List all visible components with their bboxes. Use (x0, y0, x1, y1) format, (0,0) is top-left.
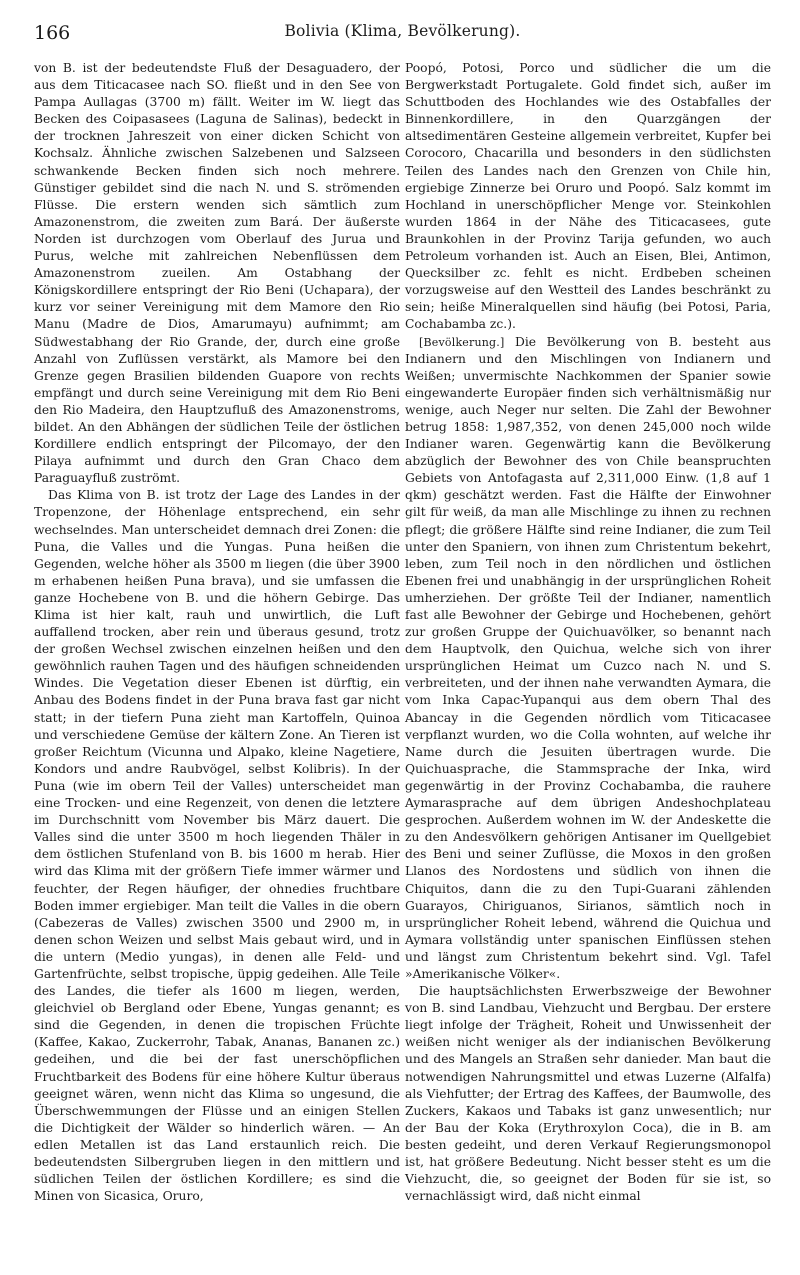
running-head: Bolivia (Klima, Bevölkerung). (284, 22, 521, 40)
paragraph-population-text: Die Bevölkerung von B. besteht aus Indianern und den Mischlingen von Indianern und Weißen; unvermischte Nachkommen der Spanier sowie eingewanderte Europäer finden sich verhältnismäßig nur wenige, auch Neger nur selten. Die Zahl der Bewohner betrug 1858: 1,987,352, von denen 245,000 noch wilde Indianer waren. Gegenwärtig kann die Bevölkerung abzüglich der Bewohner des von Chile beanspruchten Gebiets von Antofagasta auf 2,311,000 Einw. (1,8 auf 1 qkm) geschätzt werden. Fast die Hälfte der Einwohner gilt für weiß, da man alle Mischlinge zu ihnen zu rechnen pflegt; die größere Hälfte sind reine Indianer, die zum Teil unter den Spaniern, von ihnen zum Christentum bekehrt, leben, zum Teil noch in den nördlichen und östlichen Ebenen frei und unabhängig in der ursprünglichen Roheit umherziehen. Der größte Teil der Indianer, namentlich fast alle Bewohner der Gebirge und Hochebenen, gehört zur großen Gruppe der Quichuavölker, so benannt nach dem Hauptvolk, den Quichua, welche sich von ihrer ursprünglichen Heimat um Cuzco nach N. und S. verbreiteten, und der ihnen nahe verwandten Aymara, die vom Inka Capac-Yupanqui aus dem obern Thal des Abancay in die Gegenden nördlich vom Titicacasee verpflanzt wurden, wo die Colla wohnten, auf welche ihr Name durch die Jesuiten übertragen wurde. Die Quichuasprache, die Stammsprache der Inka, wird gegenwärtig in der Provinz Cochabamba, die rauhere Aymarasprache auf dem übrigen Andeshochplateau gesprochen. Außerdem wohnen im W. der Andeskette die zu den Andesvölkern gehörigen Antisaner im Quellgebiet des Beni und seiner Zuflüsse, die Moxos in den großen Llanos des Nordostens und südlich von ihnen die Chiquitos, dann die zu den Tupi-Guarani zählenden Guarayos, Chiriguanos, Sirianos, sämtlich noch in ursprünglicher Roheit lebend, während die Quichua und Aymara vollständig unter spanischen Einflüssen stehen und längst zum Christentum bekehrt sind. Vgl. Tafel »Amerikanische Völker«. (405, 334, 771, 981)
left-column (34, 60, 400, 1205)
page-number: 166 (34, 22, 71, 44)
paragraph-economy: Die hauptsächlichsten Erwerbszweige der Bewohner von B. sind Landbau, Viehzucht und Bergbau. Der erstere liegt infolge der Trägheit, Roheit und Unwissenheit der weißen nicht weniger als der indianischen Bevölkerung und des Mangels an Straßen sehr danieder. Man baut die notwendigen Nahrungsmittel und etwas Luzerne (Alfalfa) als Viehfutter; der Ertrag des Kaffees, der Baumwolle, des Zuckers, Kakaos und Tabaks ist ganz unwesentlich; nur der Bau der Koka (Erythroxylon Coca), die in B. am besten gedeiht, und deren Verkauf Regierungsmonopol ist, hat größere Bedeutung. Nicht besser steht es um die Viehzucht, die, so geeignet der Boden für sie ist, so vernachlässigt wird, daß nicht einmal (405, 984, 771, 1204)
right-column (405, 60, 771, 1205)
page-header (34, 22, 771, 60)
text-columns (34, 60, 771, 1205)
section-marker-population: [Bevölkerung.] (419, 335, 505, 349)
paragraph-minerals: Poopó, Potosi, Porco und südlicher die um die Bergwerkstadt Portugalete. Gold findet sich, außer im Schuttboden des Hochlandes wie des Ostabfalles der Binnenkordillere, in den Quarzgängen der altsedimentären Gesteine allgemein verbreitet, Kupfer bei Corocoro, Chacarilla und besonders in den südlichsten Teilen des Landes nach den Grenzen von Chile hin, ergiebige Zinnerze bei Oruro und Poopó. Salz kommt im Hochland in unerschöpflicher Menge vor. Steinkohlen wurden 1864 in der Nähe des Titicacasees, gute Braunkohlen in der Provinz Tarija gefunden, wo auch Petroleum vorhanden ist. Auch an Eisen, Blei, Antimon, Quecksilber zc. fehlt es nicht. Erdbeben scheinen vorzugsweise auf den Westteil des Landes beschränkt zu sein; heiße Mineralquellen sind häufig (bei Potosi, Paria, Cochabamba zc.). (405, 61, 771, 332)
paragraph-population (405, 334, 771, 984)
paragraph-rivers: von B. ist der bedeutendste Fluß der Desaguadero, der aus dem Titicacasee nach SO. fließt und in den See von Pampa Aullagas (3700 m) fällt. Weiter im W. liegt das Becken des Coipasasees (Laguna de Salinas), bedeckt in der trocknen Jahreszeit von einer dicken Schicht von Kochsalz. Ähnliche zwischen Salzebenen und Salzseen schwankende Becken finden sich noch mehrere. Günstiger gebildet sind die nach N. und S. strömenden Flüsse. Die erstern wenden sich sämtlich zum Amazonenstrom, die zweiten zum Bará. Der äußerste Norden ist durchzogen vom Oberlauf des Jurua und Purus, welche mit zahlreichen Nebenflüssen dem Amazonenstrom zueilen. Am Ostabhang der Königskordillere entspringt der Rio Beni (Uchapara), der kurz vor seiner Vereinigung mit dem Mamore den Rio Manu (Madre de Dios, Amarumayu) aufnimmt; am Südwestabhang der Rio Grande, der, durch eine große Anzahl von Zuflüssen verstärkt, als Mamore bei den Grenze gegen Brasilien bildenden Guapore von rechts empfängt und durch seine Vereinigung mit dem Rio Beni den Rio Madeira, den Hauptzufluß des Amazonenstroms, bildet. An den Abhängen der südlichen Teile der östlichen Kordillere endlich entspringt der Pilcomayo, der den Pilaya aufnimmt und durch den Gran Chaco dem Paraguayfluß zuströmt. (34, 61, 400, 486)
paragraph-climate: Das Klima von B. ist trotz der Lage des Landes in der Tropenzone, der Höhenlage entsprechend, ein sehr wechselndes. Man unterscheidet demnach drei Zonen: die Puna, die Valles und die Yungas. Puna heißen die Gegenden, welche höher als 3500 m liegen (die über 3900 m erhabenen heißen Puna brava), und sie umfassen die ganze Hochebene von B. und die höhern Gebirge. Das Klima ist hier kalt, rauh und unwirtlich, die Luft auffallend trocken, aber rein und überaus gesund, trotz der großen Wechsel zwischen einzelnen heißen und den gewöhnlich rauhen Tagen und des häufigen schneidenden Windes. Die Vegetation dieser Ebenen ist dürftig, ein Anbau des Bodens findet in der Puna brava fast gar nicht statt; in der tiefern Puna zieht man Kartoffeln, Quinoa und verschiedene Gemüse der kältern Zone. An Tieren ist großer Reichtum (Vicunna und Alpako, kleine Nagetiere, Kondors und andre Raubvögel, selbst Kolibris). In der Puna (wie im obern Teil der Valles) unterscheidet man eine Trocken- und eine Regenzeit, von denen die letztere im Durchschnitt vom November bis März dauert. Die Valles sind die unter 3500 m hoch liegenden Thäler in dem östlichen Stufenland von B. bis 1600 m herab. Hier wird das Klima mit der größern Tiefe immer wärmer und feuchter, der Regen häufiger, der ohnedies fruchtbare Boden immer ergiebiger. Man teilt die Valles in die obern (Cabezeras de Valles) zwischen 3500 und 2900 m, in denen schon Weizen und selbst Mais gebaut wird, und in die untern (Medio yungas), in denen alle Feld- und Gartenfrüchte, selbst tropische, üppig gedeihen. Alle Teile des Landes, die tiefer als 1600 m liegen, werden, gleichviel ob Bergland oder Ebene, Yungas genannt; es sind die Gegenden, in denen die tropischen Früchte (Kaffee, Kakao, Zuckerrohr, Tabak, Ananas, Bananen zc.) gedeihen, und die bei der fast unerschöpflichen Fruchtbarkeit des Bodens für eine höhere Kultur überaus geeignet wären, wenn nicht das Klima so ungesund, die Überschwemmungen der Flüsse und an einigen Stellen die Dichtigkeit der Wälder so hinderlich wären. — An edlen Metallen ist das Land erstaunlich reich. Die bedeutendsten Silbergruben liegen in den mittlern und südlichen Teilen der östlichen Kordillere; es sind die Minen von Sicasica, Oruro, (34, 488, 400, 1204)
